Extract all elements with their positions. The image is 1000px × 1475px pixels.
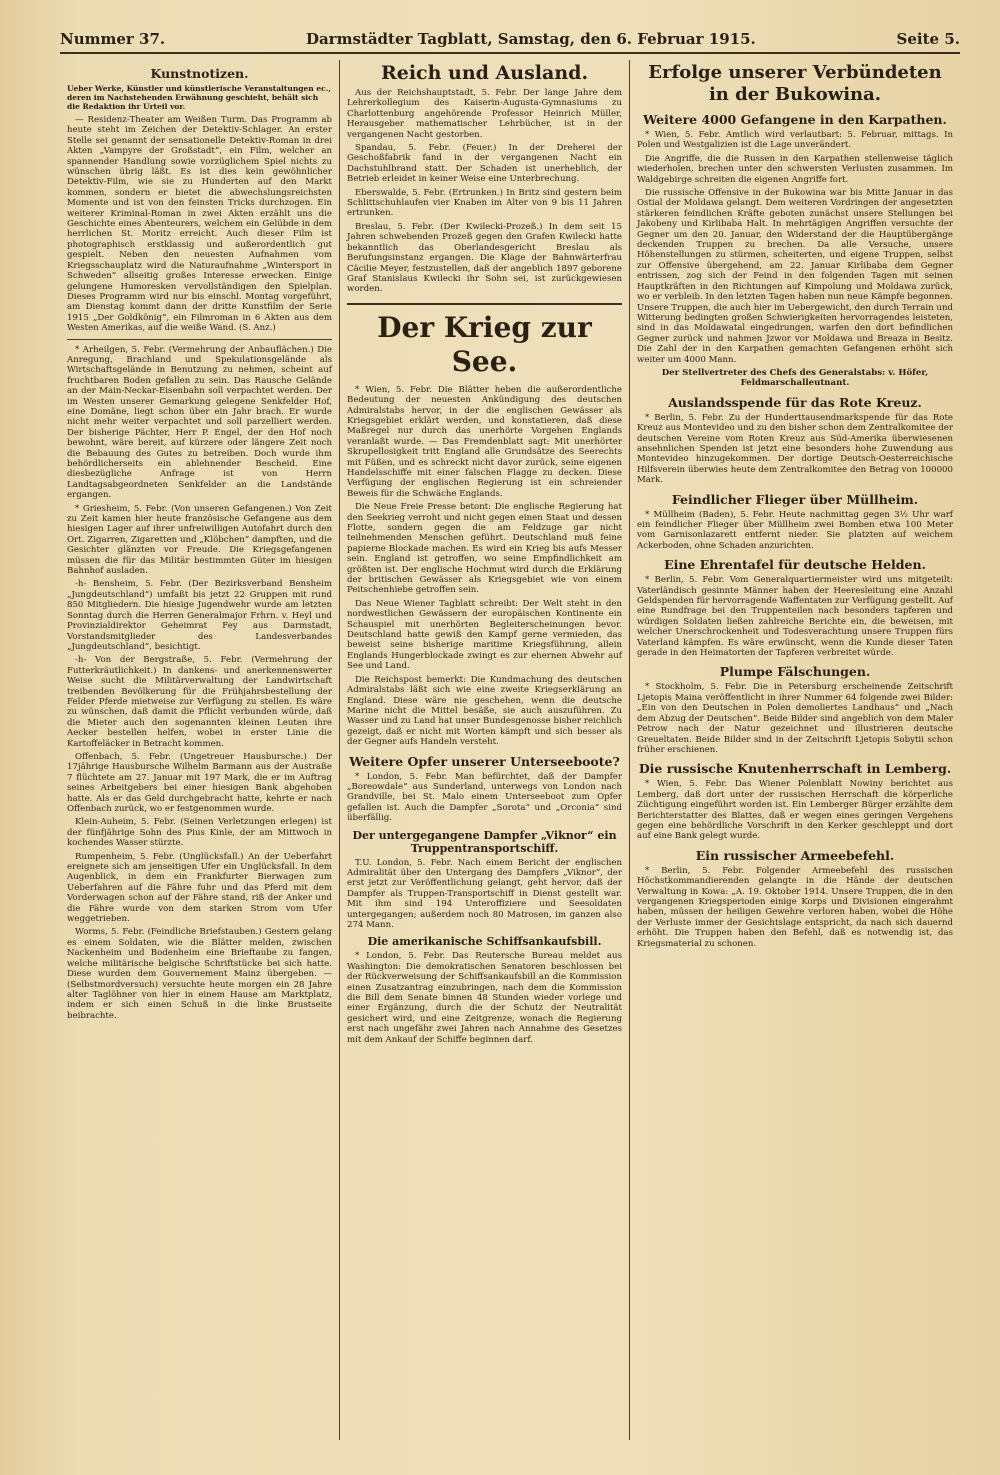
article-griesheim: * Griesheim, 5. Febr. (Von unseren Gefangenen.) Von Zeit zu Zeit kamen hier heute französische Gefangene aus dem hiesigen Lager auf ihrer unfreiwilligen Autofahrt durch den Ort. Zigarren, Zigaretten und „Klöbchen“ dampften, und die Gesichter glänzten vor Freude. Die Kriegsgefangenen müssen die für das Militär bestimmten Güter im hiesigen Bahnhof ausladen. (67, 503, 332, 577)
issue-number: Nummer 37. (60, 30, 166, 48)
article-reichspost: Die Reichspost bemerkt: Die Kundmachung des deutschen Admiralstabs läßt sich wie eine zweite Kriegserklärung an England. Diese wäre nie geschehen, wenn die deutsche Marine nicht die Mittel besäße, sie auch auszuführen. Zu Wasser und zu Land hat unser Bundesgenosse bisher reichlich gezeigt, daß er nicht mit Worten kämpft und sich besser als der Gegner aufs Handeln versteht. (347, 674, 622, 748)
kunstnotizen-heading: Kunstnotizen. (150, 66, 249, 81)
unterseeboote-heading: Weitere Opfer unserer Unterseeboote? (349, 753, 620, 769)
article-eberswalde: Eberswalde, 5. Febr. (Ertrunken.) In Britz sind gestern beim Schlittschuhlaufen vier Knaben im Alter von 9 bis 11 Jahren ertrunken. (347, 187, 622, 219)
article-muellheim: * Müllheim (Baden), 5. Febr. Heute nachmittag gegen 3½ Uhr warf ein feindlicher Flieger über Müllheim zwei Bomben etwa 100 Meter vom Garnisonlazarett entfernt nieder. Sie platzten auf weichem Ackerboden, ohne Schaden anzurichten. (637, 509, 953, 551)
article-ehrentafel: * Berlin, 5. Febr. Vom Generalquartiermeister wird uns mitgeteilt: Vaterländisch gesinnte Männer haben der Heeresleitung eine Anzahl Geldspenden für hervorragende Waffentaten zur Verfügung gestellt. Auf eine Rundfrage bei den Truppenteilen nach besonders tapferen und würdigen Soldaten ließen zahlreiche Berichte ein, die beweisen, mit welcher Unerschrockenheit und Todesverachtung unsere Truppen fürs Vaterland kämpfen. Es wäre erwünscht, wenn die Kunde dieser Taten gerade in den Heimatorten der Tapferen verbreitet würde. (637, 575, 953, 659)
article-spandau: Spandau, 5. Febr. (Feuer.) In der Dreherei der Geschoßfabrik fand in der vergangenen Nacht ein Dachstuhlbrand statt. Der Schaden ist unerheblich, der Betrieb erleidet in keiner Weise eine Unterbrechung. (347, 143, 622, 185)
article-arheilgen: * Arheilgen, 5. Febr. (Vermehrung der Anbauflächen.) Die Anregung, Brachland und Spekulationsgelände als Wirtschaftsgelände in Benutzung zu nehmen, scheint auf fruchtbaren Boden gefallen zu sein. Das Rausche Gelände an der Main-Neckar-Eisenbahn soll verpachtet werden. Der im Westen unserer Gemarkung gelegene Senkfelder Hof, eine Domäne, liegt schon über ein Jahr brach. Er wurde nicht mehr weiter verpachtet und soll parzelliert werden. Der bisherige Pächter, Herr P. Engel, der den Hof noch bewohnt, wäre bereit, auf kürzere oder längere Zeit noch die Bebauung des Gutes zu betreiben. Doch wurde ihm behördlicherseits ein ablehnender Bescheid. Eine diesbezügliche Anfrage ist von Herrn Landtagsabgeordneten Senkfelder an die Landstände ergangen. (67, 344, 332, 501)
muellheim-heading: Feindlicher Flieger über Müllheim. (671, 491, 919, 507)
article-viknor: T.U. London, 5. Febr. Nach einem Bericht der englischen Admiralität über den Untergang des Dampfers „Viknor“, der erst jetzt zur Veröffentlichung gelangt, geht hervor, daß der Dampfer als Truppen-Transportschiff in Dienst gestellt war. Mit ihm sind 194 Unteroffiziere und Seesoldaten untergegangen; außerdem noch 80 Matrosen, im ganzen also 274 Mann. (347, 857, 622, 930)
article-rumpenheim: Rumpenheim, 5. Febr. (Unglücksfall.) An der Ueberfahrt ereignete sich am jenseitigen Ufer ein Unglücksfall. In dem Augenblick, in dem ein Frankfurter Bierwagen zum Ueberfahren auf die Fähre fuhr und das Pferd mit dem Vorderwagen schon auf der Fähre stand, riß der Anker und die Fähre wurde von dem starken Strom vom Ufer weggetrieben. (67, 851, 332, 925)
masthead (60, 30, 960, 54)
article-reichshauptstadt: Aus der Reichshauptstadt, 5. Febr. Der lange Jahre dem Lehrerkollegium des Kaiserin-Augusta-Gymnasiums zu Charlottenburg angehörende Professor Heinrich Müller, Herausgeber mathematischer Lehrbücher, ist in der vergangenen Nacht gestorben. (347, 88, 622, 140)
article-klein-auheim: Klein-Auheim, 5. Febr. (Seinen Verletzungen erlegen) ist der fünfjährige Sohn des Pius Kinle, der am Mittwoch in kochendes Wasser stürzte. (67, 817, 332, 849)
column-middle (340, 60, 630, 1440)
article-offenbach: Offenbach, 5. Febr. (Ungetreuer Hausbursche.) Der 17jährige Hausbursche Wilhelm Barmann aus der Austraße 7 flüchtete am 27. Januar mit 197 Mark, die er im Auftrag seines Arbeitgebers bei einer hiesigen Bank abgehoben hatte. Als er das Geld durchgebracht hatte, kehrte er nach Offenbach zurück, wo er festgenommen wurde. (67, 751, 332, 814)
column-right (630, 60, 960, 1440)
article-bensheim: -h- Bensheim, 5. Febr. (Der Bezirksverband Bensheim „Jungdeutschland“) umfaßt bis jetzt 22 Gruppen mit rund 850 Mitgliedern. Die hiesige Jugendwehr wurde am letzten Sonntag durch die Herren Generalmajor Frhrn. v. Heyl und Provinzialdirektor Geheimrat Fey aus Darmstadt, Vorstandsmitglieder des Landesverbandes „Jungdeutschland“, besichtigt. (67, 579, 332, 652)
article-worms: Worms, 5. Febr. (Feindliche Briefstauben.) Gestern gelang es einem Soldaten, wie die Blätter melden, zwischen Nackenheim und Bodenheim eine Brieftaube zu fangen, welche militärische belgische Schriftstücke bei sich hatte. Diese wurden dem Gouvernement Mainz übergeben. — (Selbstmordversuch) versuchte heute morgen ein 28 Jahre alter Taglöhner von hier in einem Hause am Marktplatz, indem er sich einen Schuß in die linke Brustseite beibrachte. (67, 927, 332, 1021)
editor-note: Ueber Werke, Künstler und künstlerische Veranstaltungen ec., deren im Nachstehenden Erwähnung geschieht, behält sich die Redaktion ihr Urteil vor. (67, 84, 331, 111)
schiffsankaufsbill-heading: Die amerikanische Schiffsankaufsbill. (367, 935, 602, 949)
article-neue-freie-presse: Die Neue Freie Presse betont: Die englische Regierung hat den Seekrieg verroht und nicht gegen einen Staat und dessen Flotte, sondern gegen die am Feldzuge gar nicht teilnehmenden Menschen geführt. Deutschland muß feine papierne Blockade machen. Es wird ein Krieg bis aufs Messer sein. England ist getroffen, wo seine Empfindlichkeit am größten ist. Der englische Hochmut wird durch die Erklärung der britischen Gewässer als Kriegsgebiet wie von einem Peitschenhiebe getroffen sein. (347, 502, 622, 596)
article-breslau: Breslau, 5. Febr. (Der Kwilecki-Prozeß.) In dem seit 15 Jahren schwebenden Prozeß gegen den Grafen Kwilecki hatte bekanntlich das Oberlandesgericht Breslau als Berufungsinstanz ergangen. Die Klage der Bahnwärterfrau Cäcilie Meyer, festzustellen, daß der angeblich 1897 geborene Graf Stanislaus Kwilecki ihr Sohn sei, ist zurückgewiesen worden. (347, 221, 622, 295)
article-karpathen: Die Angriffe, die die Russen in den Karpathen stellenweise täglich wiederholen, brechen unter den schwersten Verlusten zusammen. Im Waldgebirge schreiten die eigenen Angriffe fort. (637, 153, 953, 185)
lemberg-heading: Die russische Knutenherrschaft in Lemberg. (638, 761, 952, 777)
signature: Der Stellvertreter des Chefs des Generalstabs: v. Höfer, Feldmarschalleutnant. (661, 367, 929, 389)
ehrentafel-heading: Eine Ehrentafel für deutsche Helden. (664, 557, 926, 573)
article-wien-amtlich: * Wien, 5. Febr. Amtlich wird verlautbart: 5. Februar, mittags. In Polen und Westgalizien ist die Lage unverändert. (637, 130, 953, 151)
article-london-boreowdale: * London, 5. Febr. Man befürchtet, daß der Dampfer „Boreowdale“ aus Sunderland, unterwegs von London nach Grandville, bei St. Malo einem Unterseeboot zum Opfer gefallen ist. Auch die Dampfer „Sorota“ und „Orconia“ sind überfällig. (347, 771, 622, 824)
article-kino: — Residenz-Theater am Weißen Turm. Das Programm ab heute steht im Zeichen der Detektiv-Schlager. An erster Stelle sei genannt der sensationelle Detektiv-Roman in drei Akten „Vampyre der Großstadt“, ein Film, welcher an spannender Handlung sowie vorzüglichem Spiel nichts zu wünschen übrig läßt. Es ist dies kein gewöhnlicher Detektiv-Film, wie sie zu Hunderten auf den Markt kommen, sondern er bietet die abwechslungsreichsten Momente und ist von den feinsten Tricks durchzogen. Ein weiterer Kriminal-Roman in zwei Akten erzählt uns die Geschichte eines Abenteurers, welchem ein Gelübde in dem herrlichen St. Moritz erreicht. Auch dieser Film ist photographisch erstklassig und außerordentlich gut gespielt. Neben den neuesten Aufnahmen vom Kriegsschauplatz wird die Naturaufnahme „Wintersport in Schweden“ allseitig großes Interesse erwecken. Einige gelungene Humoresken vervollständigen den Spielplan. Dieses Programm wird nur bis einschl. Montag vorgeführt, am Dienstag kommt dann der dritte Kunstfilm der Serie 1915 „Der Goldkönig“, ein Filmroman in 6 Akten aus dem Westen Amerikas, auf die weiße Wand. (S. Anz.) (67, 115, 332, 334)
bukowina-heading: Erfolge unserer Verbündeten in der Bukowina. (648, 62, 942, 105)
article-schiffsankaufsbill: * London, 5. Febr. Das Reutersche Bureau meldet aus Washington: Die demokratischen Senatoren beschlossen bei der Rückverweisung der Schiffsankaufsbill an die Kommission einen Zusatzantrag einzubringen, nach dem die Kommission die Bill dem Senate binnen 48 Stunden wieder vorlege und einer Ergänzung, durch die der Schutz der Neutralität gesichert wird, und eine Zeitgrenze, wonach die Regierung erst nach ungefähr zwei Jahren nach Annahme des Gesetzes mit dem Ankauf der Schiffe beginnen darf. (347, 951, 622, 1045)
article-armeebefehl: * Berlin, 5. Febr. Folgender Armeebefehl des russischen Höchstkommandierenden gelangte in die Hände der deutschen Verwaltung in Kowa: „A. 19. Oktober 1914. Unsere Truppen, die in den vergangenen Kriegsperioden einige Korps und Divisionen eingerahmt haben, müssen der heiligen Gewehre verloren haben, wobei die Höhe der Verluste immer der Gesichtslage entspricht, da nach sich dauernd erhöht. Die Truppen haben den Befehl, daß es notwendig ist, das Kriegsmaterial zu schonen. (637, 865, 953, 949)
article-bergstrasse: -h- Von der Bergstraße, 5. Febr. (Vermehrung der Futterkräutlichkeit.) In dankens- und anerkennenswerter Weise sucht die Militärverwaltung der Landwirtschaft treibenden Bevölkerung für die Frühjahrsbestellung der Felder Pferde mietweise zur Verfügung zu stellen. Es wäre zu wünschen, daß damit die Pflicht verbunden würde, daß die Mieter auch den sogenannten kleinen Leuten ihre Aecker bestellen helfen, wobei in erster Linie die Kartoffeläcker in Betracht kommen. (67, 655, 332, 749)
columns (60, 60, 960, 1440)
article-rotes-kreuz: * Berlin, 5. Febr. Zu der Hunderttausendmarkspende für das Rote Kreuz aus Montevideo und zu den bisher schon dem Zentralkomitee der deutschen Vereine vom Roten Kreuz aus Süd-Amerika überwiesenen ansehnlichen Spenden ist jetzt eine besonders hohe Zuwendung aus Montevideo hinzugekommen. Der dortige Deutsch-Oesterreichische Hilfsverein überwies heute dem Zentralkomitee den Betrag von 100000 Mark. (637, 412, 953, 486)
reich-ausland-heading: Reich und Ausland. (380, 62, 589, 84)
krieg-zur-see-heading: Der Krieg zur See. (347, 303, 622, 379)
karpathen-heading: Weitere 4000 Gefangene in den Karpathen. (643, 112, 947, 127)
article-wien-see: * Wien, 5. Febr. Die Blätter heben die außerordentliche Bedeutung der neuesten Ankündigung des deutschen Admiralstabs hervor, in der die englischen Gewässer als Kriegsgebiet erklärt werden, und konstatieren, daß diese Maßregel nur durch das unerhörte Vorgehen Englands veranlaßt wurde. — Das Fremdenblatt sagt: Mit unerhörter Skrupellosigkeit tritt England alle Grundsätze des Seerechts mit Füßen, und es schreckt nicht davor zurück, seine eigenen Handelsschiffe mit einer falschen Flagge zu decken. Diese Verfügung der englischen Regierung ist ein schreiender Beweis für die Schwäche Englands. (347, 384, 622, 499)
page-number: Seite 5. (896, 30, 960, 48)
paper-title: Darmstädter Tagblatt, Samstag, den 6. Februar 1915. (305, 30, 756, 48)
faelschungen-heading: Plumpe Fälschungen. (719, 664, 871, 680)
article-wiener-tagblatt: Das Neue Wiener Tagblatt schreibt: Der Welt steht in den nordwestlichen Gewässern der europäischen Kontinente ein Schauspiel mit unerhörten Begleiterscheinungen bevor. Deutschland hatte gewiß den Kampf gerne vermieden, das beweist seine bisherige maritime Kriegsführung, allein Englands Hungerblockade zwingt es zur ehernen Abwehr auf See und Land. (347, 598, 622, 672)
article-faelschungen: * Stockholm, 5. Febr. Die in Petersburg erscheinende Zeitschrift Ljetopis Maina veröffentlicht in ihrer Nummer 64 folgende zwei Bilder: „Ein von den Deutschen in Polen demoliertes Landhaus“ und „Nach dem Abzug der Deutschen“. Beide Bilder sind angeblich von dem Maler Petrow nach der Natur gezeichnet und illustrieren deutsche Greueltaten. Beide Bilder sind in der Zeitschrift Ljetopis Sobytii schon früher erschienen. (637, 682, 953, 755)
divider (67, 339, 332, 340)
column-left (60, 60, 340, 1440)
rotes-kreuz-heading: Auslandsspende für das Rote Kreuz. (668, 394, 922, 410)
article-lemberg: * Wien, 5. Febr. Das Wiener Polenblatt Nowiny berichtet aus Lemberg, daß dort unter der russischen Herrschaft die körperliche Züchtigung eingeführt worden ist. Ein Lemberger Bürger erzählte dem Berichterstatter des Blattes, daß er wegen eines geringen Vergehens gegen eine behördliche Vorschrift in den Kerker geschleppt und dort auf eine Bank gelegt wurde. (637, 779, 953, 842)
viknor-heading: Der untergegangene Dampfer „Viknor“ ein Truppentransportschiff. (352, 828, 617, 855)
armeebefehl-heading: Ein russischer Armeebefehl. (695, 847, 895, 863)
article-bukowina: Die russische Offensive in der Bukowina war bis Mitte Januar in das Ostial der Moldawa gelangt. Dem weiteren Vordringen der angesetzten stärkeren feindlichen Kräfte geboten zunächst unsere Stellungen bei Jakobeny und Kirlibaba Halt. In mehrtägigen Angriffen versuchte der Gegner um den 20. Januar, den Widerstand der die Hauptübergänge deckenden Truppen zu brechen. Da alle Versuche, unsere Höhenstellungen zu stürmen, scheiterten, und eigene Truppen, selbst zur Offensive übergehend, am 22. Januar Kirlibaba dem Gegner entrissen, zog sich der Feind in den folgenden Tagen mit seinen Hauptkräften in den Richtungen auf Kimpolung und Moldawa zurück, wo er verbleib. In den letzten Tagen haben nun neue Kämpfe begonnen. Unsere Truppen, die auch hier im Uebergewicht, den durch Terrain und Witterung bedingten großen Schwierigkeiten hervorragendes leisteten, sind in das Moldawatal eingedrungen, warfen den dort befindlichen Gegner zurück und nahmen Jzwor vor Moldawa und Breaza in Besitz. Die Zahl der in den Karpathen gemachten Gefangenen erhöht sich weiter um 4000 Mann. (637, 188, 953, 365)
